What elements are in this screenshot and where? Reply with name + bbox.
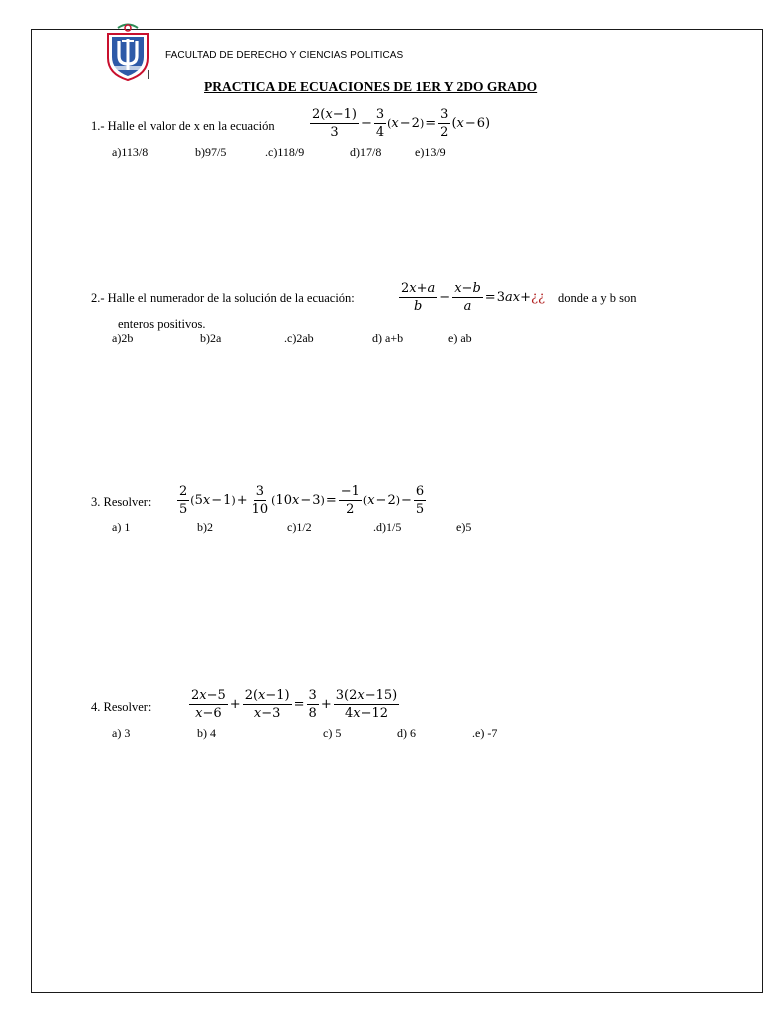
question-4-text: 4. Resolver: (91, 700, 152, 714)
question-2-equation: $\frac{2x+a}{b}$ − $\frac{x-b}{a}$ = 3ax+¿¿ (401, 281, 545, 314)
page-title: PRACTICA DE ECUACIONES DE 1ER Y 2DO GRADO (204, 79, 538, 94)
university-logo-icon (104, 22, 152, 82)
option-d[interactable]: d) 6 (397, 726, 416, 740)
option-d[interactable]: d)17/8 (350, 145, 382, 159)
option-d[interactable]: d) a+b (372, 331, 404, 345)
question-3-text: 3. Resolver: (91, 495, 152, 509)
question-2-suffix: donde a y b son (558, 291, 637, 305)
option-b[interactable]: b)97/5 (195, 145, 227, 159)
option-a[interactable]: a) 1 (112, 520, 131, 534)
option-c[interactable]: c) 5 (323, 726, 342, 740)
question-1-text: 1.- Halle el valor de x en la ecuación (91, 119, 275, 133)
option-e[interactable]: e)5 (456, 520, 472, 534)
question-3-equation: $\frac{2}{5}$ ( 5 x − 1 ) + $\frac{3}{10}$ ( 10 x − 3 ) = $\frac{-1}{2}$ ( x − 2 ) − $\frac{6}{5}$ (179, 484, 425, 517)
option-d[interactable]: .d)1/5 (373, 520, 402, 534)
option-e[interactable]: e) ab (448, 331, 472, 345)
option-c[interactable]: .c)2ab (284, 331, 314, 345)
option-b[interactable]: b) 4 (197, 726, 216, 740)
option-e[interactable]: .e) -7 (472, 726, 498, 740)
text-cursor-mark (148, 70, 149, 79)
question-2-text: 2.- Halle el numerador de la solución de la ecuación: (91, 291, 355, 305)
question-2-continuation: enteros positivos. (118, 317, 206, 331)
option-b[interactable]: b)2a (200, 331, 222, 345)
option-c[interactable]: c)1/2 (287, 520, 312, 534)
question-1-equation: $\frac{2(x-1)}{3}$ − $\frac{3}{4}$ ( x − 2 ) = $\frac{3}{2}$ (x−6) (312, 107, 491, 140)
option-a[interactable]: a)113/8 (112, 145, 149, 159)
option-a[interactable]: a)2b (112, 331, 134, 345)
option-c[interactable]: .c)118/9 (265, 145, 305, 159)
question-4-equation: $\frac{2x-5}{x-6}$ + $\frac{2(x-1)}{x-3}$ = $\frac{3}{8}$ + $\frac{3(2x-15)}{4x-12}$ (191, 688, 398, 721)
faculty-name: FACULTAD DE DERECHO Y CIENCIAS POLITICAS (165, 50, 404, 61)
option-e[interactable]: e)13/9 (415, 145, 446, 159)
option-a[interactable]: a) 3 (112, 726, 131, 740)
option-b[interactable]: b)2 (197, 520, 213, 534)
